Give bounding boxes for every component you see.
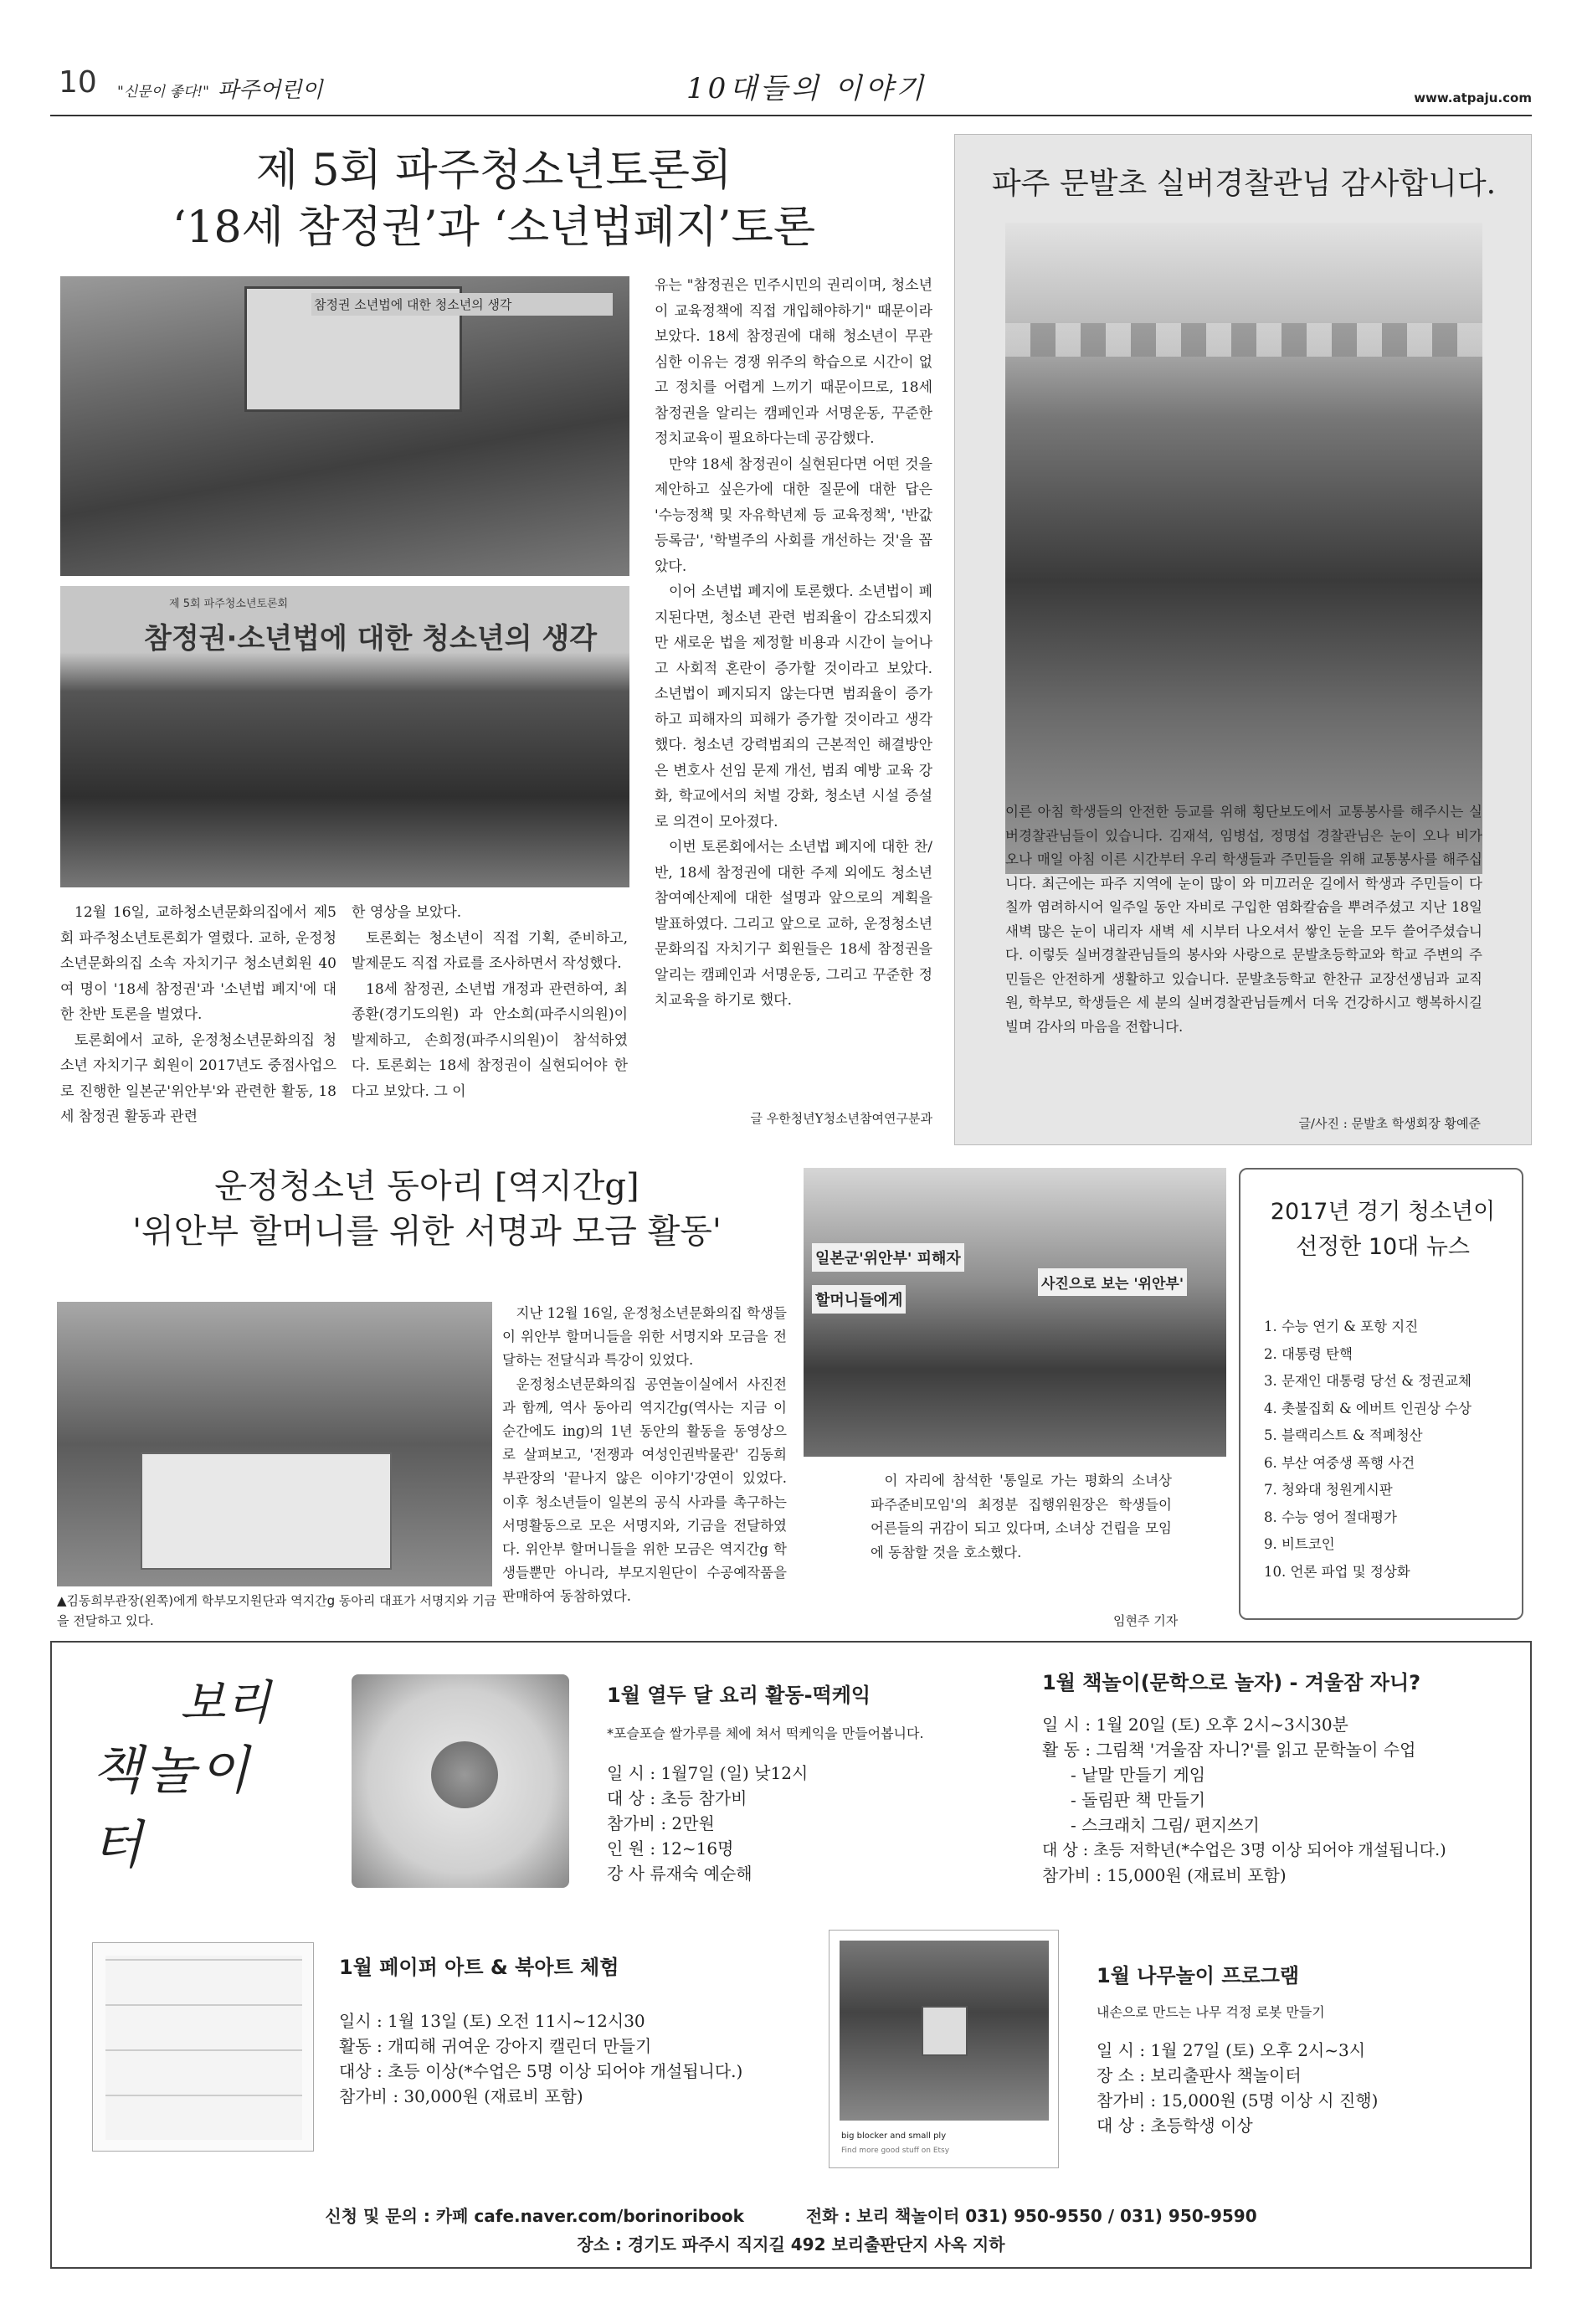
article3-photo-right [804, 1168, 1226, 1457]
photo1-banner: 참정권 소년법에 대한 청소년의 생각 [311, 293, 613, 316]
event2 [1042, 1666, 1519, 1888]
article3-photo-left [57, 1302, 492, 1586]
list-item: 7. 청와대 청원게시판 [1264, 1482, 1393, 1498]
event1-photo [352, 1674, 569, 1888]
article1-col2: 한 영상을 보았다. 토론회는 청소년이 직접 기획, 준비하고, 발제문도 직접 자료를 조사하면서 작성했다. 18세 참정권, 소년법 개정과 관련하여, 최종환(경기도의원) 과 안소희(파주시의원)이 발제하고, 손희정(파주시의원)이 참석하였다. 토론회는 18세 참정권이 실현되어야 한다고 보았다. 그 이 [352, 904, 628, 1100]
photo2-banner: 참정권·소년법에 대한 청소년의 생각 [144, 622, 598, 656]
article2-byline: 글/사진 : 문발초 학생회장 황예준 [1298, 1116, 1481, 1131]
event3 [339, 1951, 808, 2109]
article3-col1: 지난 12월 16일, 운정청소년문화의집 학생들이 위안부 할머니들을 위한 서명지와 모금을 전달하는 전달식과 특강이 있었다. 운정청소년문화의집 공연놀이실에서 사진전과 함께, 역사 동아리 역지간g(역사는 지금 이 순간에도 ing)의 1년 동안의 활동을 동영상으로 살펴보고, '전쟁과 여성인권박물관' 김동희 부관장의 '끝나지 않은 이야기'강연이 있었다. 이후 청소년들이 일본의 공식 사과를 촉구하는 서명활동으로 모은 서명지와, 기금을 전달하였다. 위안부 할머니들을 위한 모금은 역지간g 학생들뿐만 아니라, 부모지원단이 수공예작품을 판매하여 동참하였다. [502, 1305, 787, 1605]
event4-photo-text1: big blocker and small ply [841, 2131, 947, 2141]
page-header [50, 50, 1532, 117]
list-item: 5. 블랙리스트 & 적폐청산 [1264, 1427, 1423, 1443]
event3-title: 1월 페이퍼 아트 & 북아트 체험 [339, 1956, 619, 1979]
article3-title: 운정청소년 동아리 [역지간g] '위안부 할머니를 위한 서명과 모금 활동' [132, 1167, 722, 1251]
event4 [1097, 1959, 1515, 2138]
list-item: 2. 대통령 탄핵 [1264, 1345, 1353, 1362]
list-item: 3. 문재인 대통령 당선 & 정권교체 [1264, 1373, 1472, 1389]
sign-3: 사진으로 보는 '위안부' [1038, 1268, 1187, 1296]
page-number: 10 [59, 65, 97, 100]
photo2-banner-small: 제 5회 파주청소년토론회 [169, 598, 289, 610]
section-title: 10대들의 이야기 [686, 72, 927, 105]
sign-2: 할머니들에게 [812, 1285, 906, 1314]
website[interactable]: www.atpaju.com [1414, 90, 1532, 105]
event2-title: 1월 책놀이(문학으로 놀자) - 겨울잠 자니? [1042, 1671, 1421, 1694]
logo-line2: 책놀이터 [92, 1740, 253, 1875]
event4-subtitle: 내손으로 만드는 나무 걱정 로봇 만들기 [1097, 2004, 1325, 2020]
ad-footer-line1 [50, 2202, 1532, 2230]
list-item: 4. 촛불집회 & 에버트 인권상 수상 [1264, 1400, 1472, 1417]
ad-footer [50, 2202, 1532, 2259]
event3-details: 일시 : 1월 13일 (토) 오전 11시~12시30 활동 : 개띠해 귀여운 강아지 캘린더 만들기 대상 : 초등 이상(*수업은 5명 이상 되어야 개설됩니다.) 참가비 : 30,000원 (재료비 포함) [339, 2011, 743, 2106]
ad-logo [84, 1666, 301, 1875]
article3-col2: 이 자리에 참석한 '통일로 가는 평화의 소녀상 파주준비모임'의 최정분 집행위원장은 학생들이 어른들의 귀감이 되고 있다며, 소녀상 건립을 모임에 동참할 것을 호소했다. [871, 1473, 1172, 1560]
event1 [607, 1679, 1034, 1886]
article3-byline: 임현주 기자 [1113, 1613, 1179, 1628]
article3-photo-caption: ▲김동희부관장(왼쪽)에게 학부모지원단과 역지간g 동아리 대표가 서명지와 기금을 전달하고 있다. [57, 1593, 497, 1628]
list-item: 1. 수능 연기 & 포항 지진 [1264, 1319, 1419, 1334]
paper-name: 파주어린이 [218, 78, 323, 103]
article1-photo1 [60, 276, 629, 576]
event4-photo [829, 1930, 1059, 2168]
ad-footer-line2: 장소 : 경기도 파주시 직지길 492 보리출판단지 사옥 지하 [577, 2234, 1005, 2255]
event1-subtitle: *포슬포슬 쌀가루를 체에 쳐서 떡케익을 만들어봅니다. [607, 1725, 924, 1741]
list-item: 6. 부산 여중생 폭행 사건 [1264, 1454, 1415, 1471]
article2-body: 이른 아침 학생들의 안전한 등교를 위해 횡단보도에서 교통봉사를 해주시는 실버경찰관님들이 있습니다. 김재석, 임병섭, 정명섭 경찰관님은 눈이 오나 비가 오나 매일 아침 이른 시간부터 우리 학생들과 주민들을 위해 교통봉사를 해주십니다. 최근에는 파주 지역에 눈이 많이 와 미끄러운 길에서 학생과 주민들이 다칠까 염려하시어 일주일 동안 자비로 구입한 염화칼슘을 뿌려주셨고 지난 18일 새벽 많은 눈이 내리자 새벽 세 시부터 나오셔서 쌓인 눈을 모두 쓸어주셨습니다. 이렇듯 실버경찰관님들의 봉사와 사랑으로 문발초등학교와 학교 주변의 주민들은 안전하게 생활하고 있습니다. 문발초등학교 한찬규 교장선생님과 교직원, 학부모, 학생들은 세 분의 실버경찰관님들께서 더욱 건강하시고 행복하시길 빌며 감사의 마음을 전합니다. [1005, 804, 1482, 1035]
event1-title: 1월 열두 달 요리 활동-떡케익 [607, 1684, 871, 1707]
article2-photo [1005, 223, 1482, 874]
article1-title: 제 5회 파주청소년토론회 ‘18세 참정권’과 ‘소년법폐지’토론 [172, 146, 816, 253]
ad-phone: 전화 : 보리 책놀이터 031) 950-9550 / 031) 950-9590 [805, 2206, 1257, 2226]
logo-line1: 보리 [180, 1676, 271, 1730]
article2-title: 파주 문발초 실버경찰관님 감사합니다. [991, 167, 1497, 201]
list-item: 10. 언론 파업 및 정상화 [1264, 1563, 1410, 1580]
event2-details: 일 시 : 1월 20일 (토) 오후 2시~3시30분 활 동 : 그림책 '겨울잠 자니?'를 읽고 문학놀이 수업 - 낱말 만들기 게임 - 돌림판 책 만들기 - 스크래치 그림/ 편지쓰기 대 상 : 초등 저학년(*수업은 3명 이상 되어야 개설됩니다.) 참가비 : 15,000원 (재료비 포함) [1042, 1715, 1446, 1885]
header-rule [50, 115, 1532, 116]
news-list [1264, 1314, 1515, 1586]
list-item: 8. 수능 영어 절대평가 [1264, 1509, 1397, 1525]
event4-title: 1월 나무놀이 프로그램 [1097, 1964, 1300, 1987]
article1-col1: 12월 16일, 교하청소년문화의집에서 제5회 파주청소년토론회가 열렸다. 교하, 운정청소년문화의집 소속 자치기구 청소년회원 40여 명이 '18세 참정권'과 '소년법 폐지'에 대한 찬반 토론을 벌였다. 토론회에서 교하, 운정청소년문화의집 청소년 자치기구 회원이 2017년도 중점사업으로 진행한 일본군'위안부'와 관련한 활동, 18세 참정권 활동과 관련 [60, 904, 336, 1125]
event3-photo [92, 1942, 314, 2152]
list-item: 9. 비트코인 [1264, 1536, 1335, 1552]
news-box-title: 2017년 경기 청소년이 선정한 10대 뉴스 [1270, 1199, 1496, 1260]
event4-photo-text2: Find more good stuff on Etsy [841, 2147, 950, 2155]
slogan: "신문이 좋다!" [117, 84, 209, 100]
article1-byline: 글 우한청년Y청소년참여연구분과 [750, 1111, 932, 1126]
sign-1: 일본군'위안부' 피해자 [812, 1243, 964, 1272]
ad-contact[interactable]: 신청 및 문의 : 카페 cafe.naver.com/borinoribook [325, 2206, 744, 2226]
event4-details: 일 시 : 1월 27일 (토) 오후 2시~3시 장 소 : 보리출판사 책놀이터 참가비 : 15,000원 (5명 이상 시 진행) 대 상 : 초등학생 이상 [1097, 2040, 1379, 2136]
news-box [1239, 1168, 1523, 1620]
article1-photo2 [60, 586, 629, 887]
article2-box [954, 134, 1532, 1145]
article1-col3: 유는 "참정권은 민주시민의 권리이며, 청소년이 교육정책에 직접 개입해야하기" 때문이라 보았다. 18세 참정권에 대해 청소년이 무관심한 이유는 경쟁 위주의 학습으로 시간이 없고 정치를 어렵게 느끼기 때문이므로, 18세 참정권을 알리는 캠페인과 서명운동, 꾸준한 정치교육이 필요하다는데 공감했다. 만약 18세 참정권이 실현된다면 어떤 것을 제안하고 싶은가에 대한 질문에 대한 답은 '수능정책 및 자유학년제 등 교육정책', '반값등록금', '학벌주의 사회를 개선하는 것'을 꼽았다. 이어 소년법 폐지에 토론했다. 소년법이 폐지된다면, 청소년 관련 범죄율이 감소되겠지만 새로운 법을 제정할 비용과 시간이 늘어나고 사회적 혼란이 증가할 것이라고 보았다. 소년법이 폐지되지 않는다면 범죄율이 증가하고 피해자의 피해가 증가할 것이라고 생각했다. 청소년 강력범죄의 근본적인 해결방안은 변호사 선임 문제 개선, 범죄 예방 교육 강화, 학교에서의 처벌 강화, 청소년 시설 증설로 의견이 모아졌다. 이번 토론회에서는 소년법 폐지에 대한 찬/반, 18세 참정권에 대한 주제 외에도 청소년참여예산제에 대한 설명과 앞으로의 계획을 발표하였다. 그리고 앞으로 교하, 운정청소년문화의집 자치기구 회원들은 18세 참정권을 알리는 캠페인과 서명운동, 그리고 꾸준한 정치교육을 하기로 했다. [655, 277, 932, 1009]
event1-details: 일 시 : 1월7일 (일) 낮12시 대 상 : 초등 참가비 참가비 : 2만원 인 원 : 12~16명 강 사 류재숙 예순해 [607, 1763, 809, 1884]
